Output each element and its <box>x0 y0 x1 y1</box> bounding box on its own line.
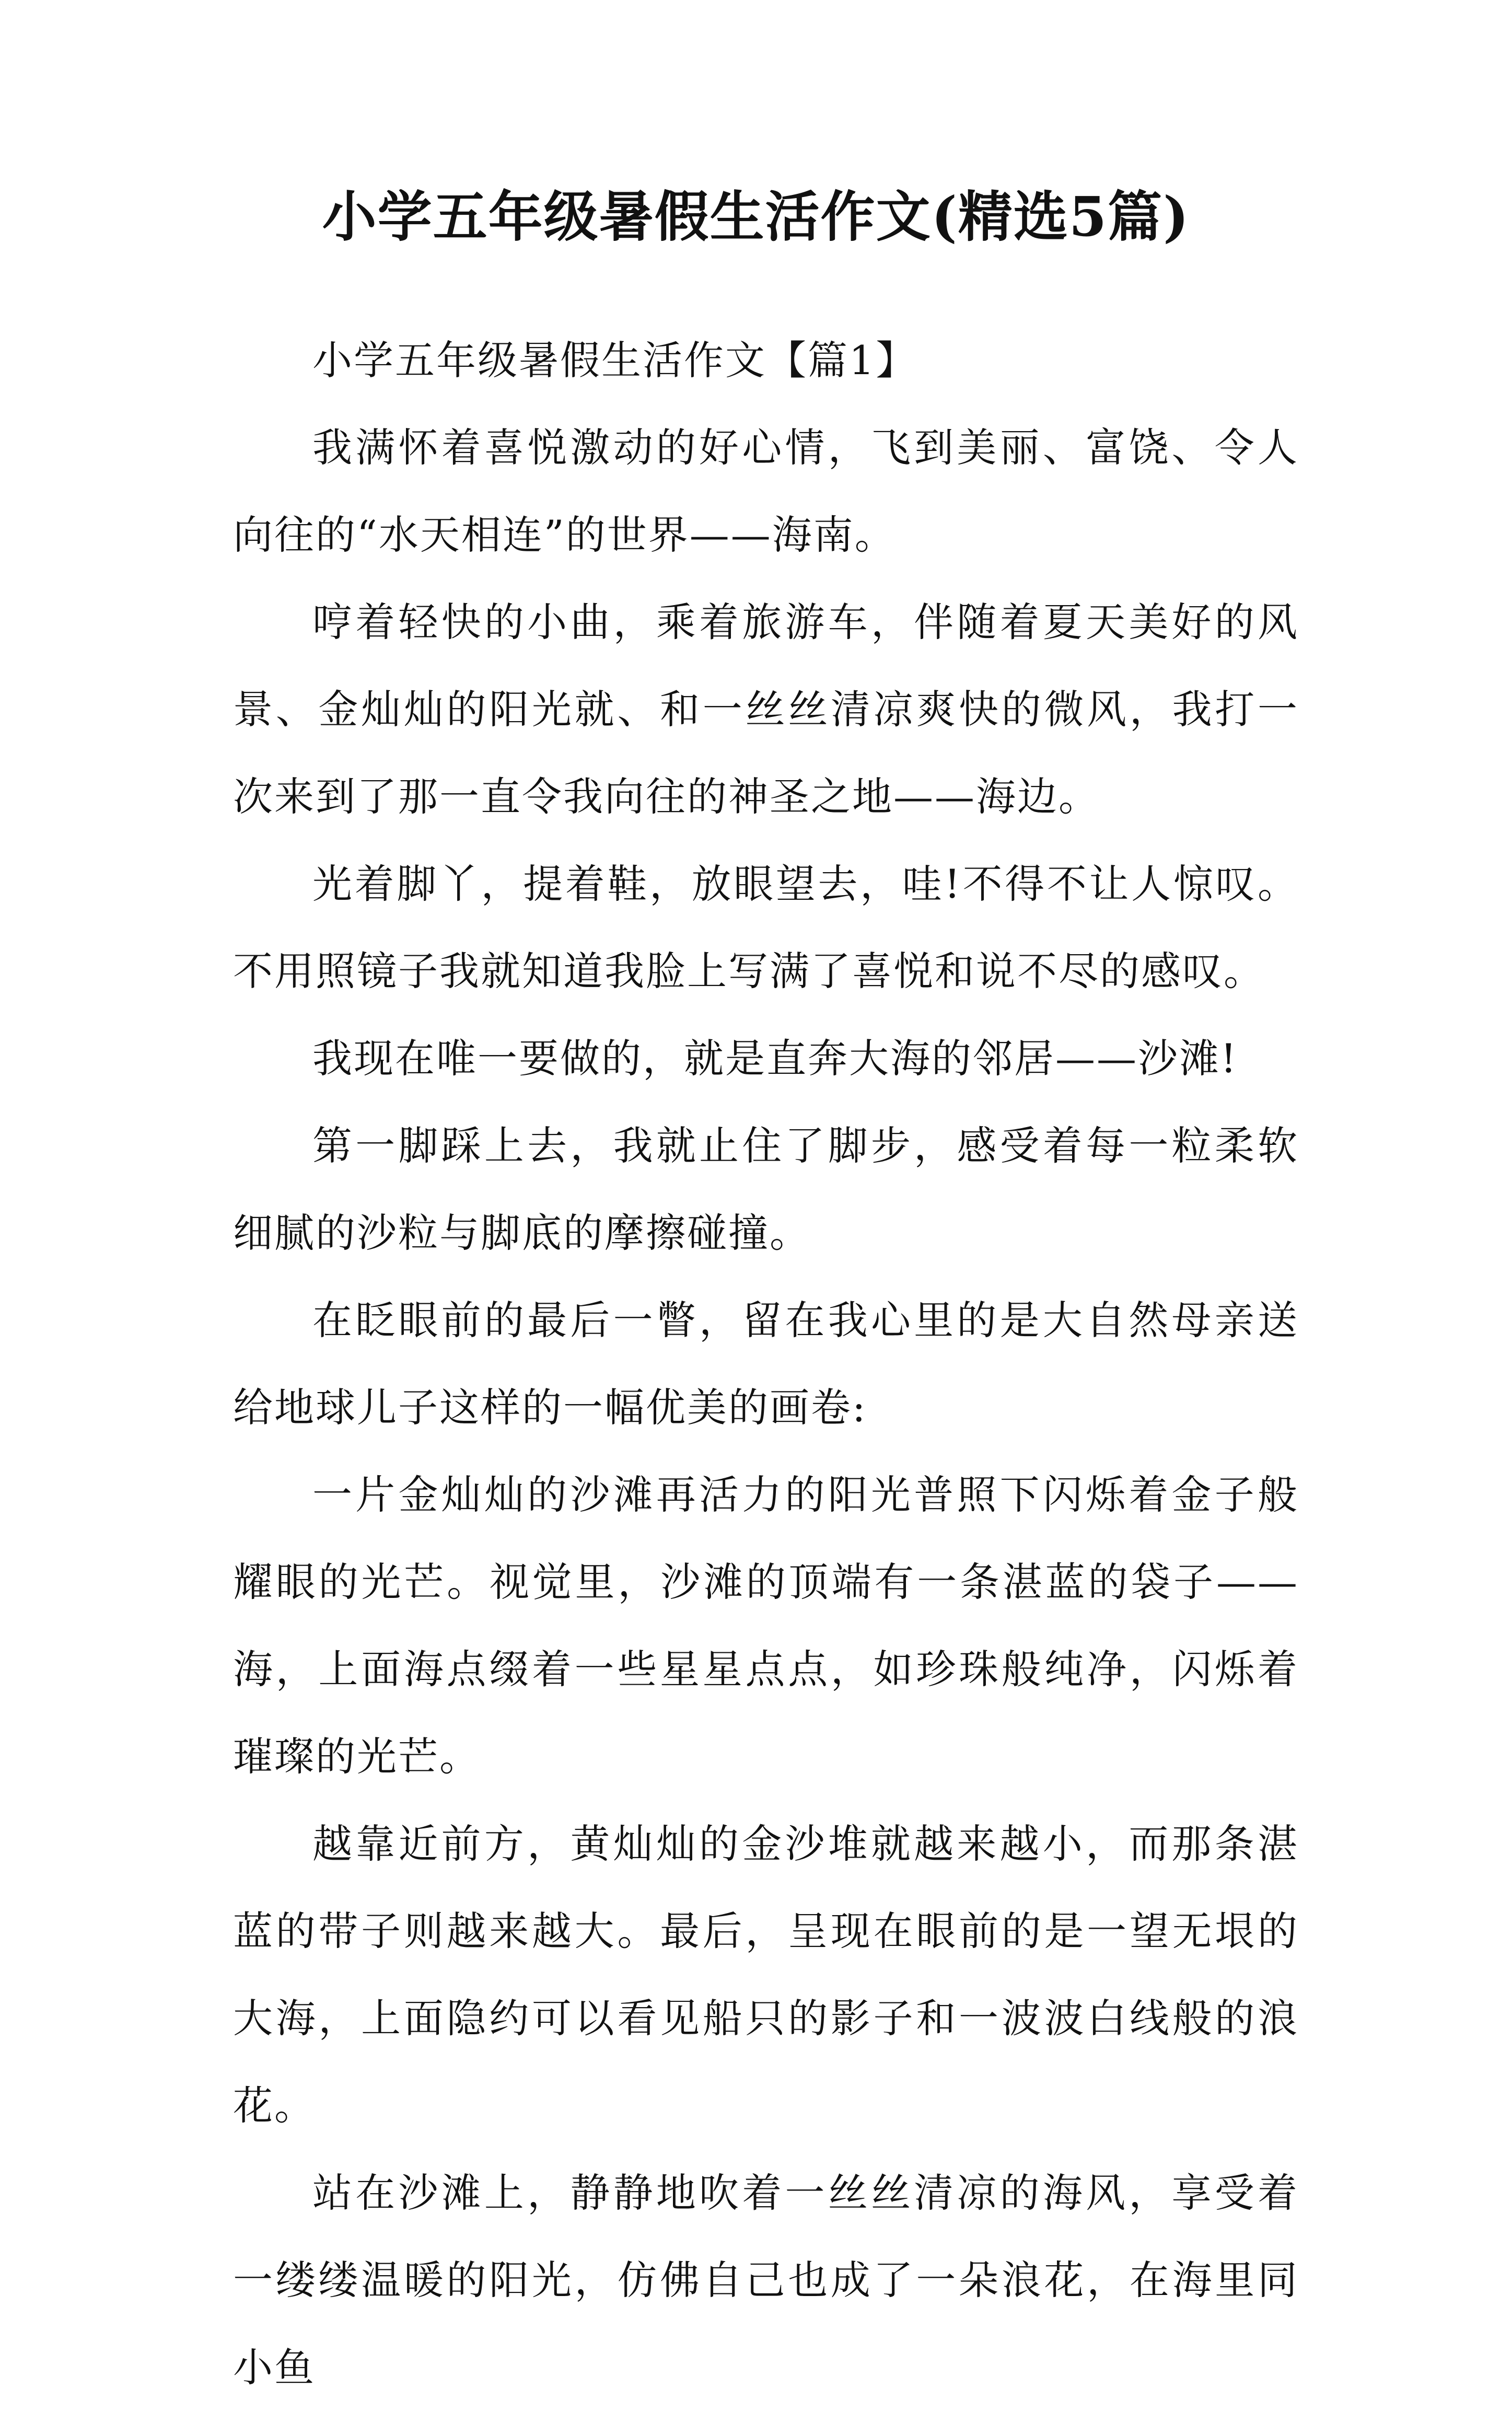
paragraph: 哼着轻快的小曲，乘着旅游车，伴随着夏天美好的风景、金灿灿的阳光就、和一丝丝清凉爽快的微风，我打一次来到了那一直令我向往的神圣之地——海边。 <box>233 599 1299 820</box>
paragraph: 在眨眼前的最后一瞥，留在我心里的是大自然母亲送给地球儿子这样的一幅优美的画卷: <box>233 1297 1299 1431</box>
paragraph: 我现在唯一要做的，就是直奔大海的邻居——沙滩! <box>312 1035 1238 1082</box>
section-heading: 小学五年级暑假生活作文【篇1】 <box>312 337 917 384</box>
paragraph: 越靠近前方，黄灿灿的金沙堆就越来越小，而那条湛蓝的带子则越来越大。最后，呈现在眼前的是一望无垠的大海，上面隐约可以看见船只的影子和一波波白线般的浪花。 <box>233 1821 1299 2129</box>
paragraph: 第一脚踩上去，我就止住了脚步，感受着每一粒柔软细腻的沙粒与脚底的摩擦碰撞。 <box>233 1122 1299 1256</box>
paragraph: 站在沙滩上，静静地吹着一丝丝清凉的海风，享受着一缕缕温暖的阳光，仿佛自己也成了一朵浪花，在海里同小鱼 <box>233 2170 1299 2391</box>
document-title: 小学五年级暑假生活作文(精选5篇) <box>322 184 1190 249</box>
document-body <box>233 317 1299 2411</box>
paragraph: 光着脚丫，提着鞋，放眼望去，哇!不得不让人惊叹。不用照镜子我就知道我脸上写满了喜悦和说不尽的感叹。 <box>233 861 1299 994</box>
paragraph: 我满怀着喜悦激动的好心情，飞到美丽、富饶、令人向往的“水天相连”的世界——海南。 <box>233 424 1299 558</box>
paragraph: 一片金灿灿的沙滩再活力的阳光普照下闪烁着金子般耀眼的光芒。视觉里，沙滩的顶端有一条湛蓝的袋子——海，上面海点缀着一些星星点点，如珍珠般纯净，闪烁着璀璨的光芒。 <box>233 1471 1299 1780</box>
